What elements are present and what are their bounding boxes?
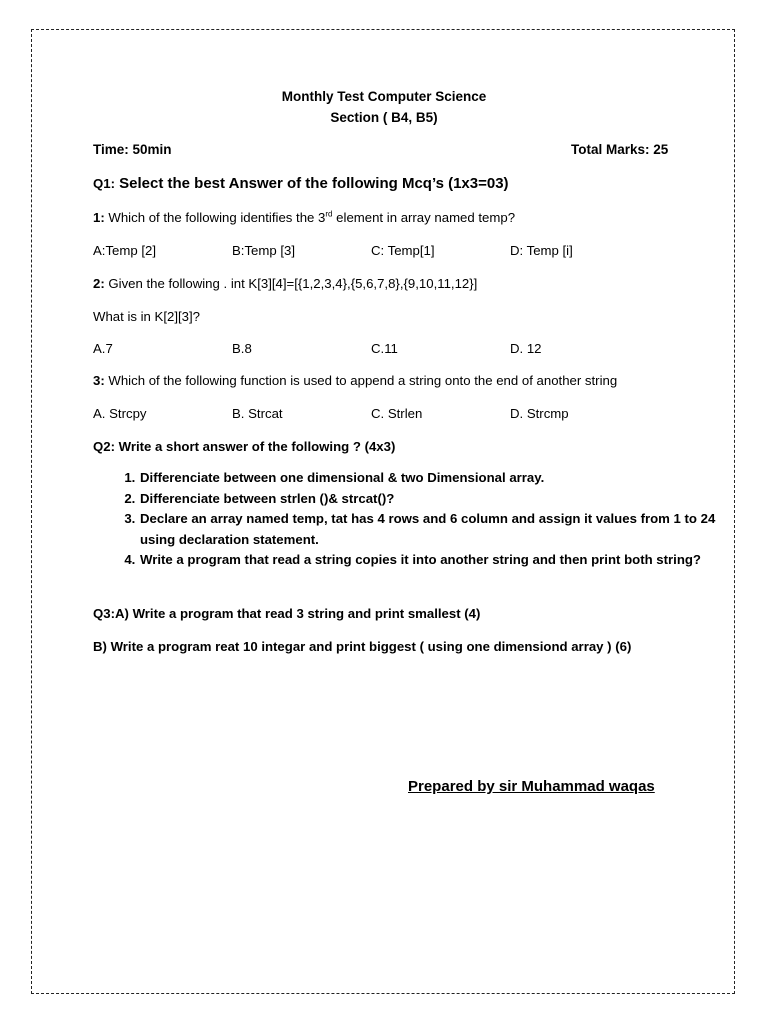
q2-item-2: 2. Differenciate between strlen ()& strcat()? — [139, 489, 719, 510]
q2-list — [94, 468, 719, 571]
q1-option-d: D: Temp [i] — [510, 243, 573, 258]
q2-item-1: 1. Differenciate between one dimensional & two Dimensional array. — [139, 468, 719, 489]
q3-option-a: A. Strcpy — [93, 406, 147, 421]
question-3-number: 3: — [93, 373, 105, 388]
q3-part-b: B) Write a program reat 10 integar and print biggest ( using one dimensiond array ) (6) — [93, 639, 632, 654]
question-2-number: 2: — [93, 276, 105, 291]
q3-option-d: D. Strcmp — [510, 406, 569, 421]
section-label: Section ( B4, B5) — [330, 110, 438, 125]
question-2-subtext: What is in K[2][3]? — [93, 309, 201, 324]
question-3 — [93, 373, 617, 388]
page-title: Monthly Test Computer Science — [281, 89, 487, 104]
q2-item-4: 4. Write a program that read a string copies it into another string and then print both string? — [139, 550, 719, 571]
question-2-text: Given the following . int K[3][4]=[{1,2,3,4},{5,6,7,8},{9,10,11,12}] — [104, 276, 478, 291]
question-1-text-before: Which of the following identifies the 3 — [104, 210, 326, 225]
q2-option-d: D. 12 — [510, 341, 542, 356]
q3-option-b: B. Strcat — [232, 406, 283, 421]
q2-option-b: B.8 — [232, 341, 252, 356]
question-1-text-after: element in array named temp? — [332, 210, 516, 225]
question-3-text: Which of the following function is used to append a string onto the end of another string — [104, 373, 618, 388]
question-1 — [93, 210, 515, 225]
q1-option-c: C: Temp[1] — [371, 243, 435, 258]
q1-label: Q1: — [93, 176, 115, 191]
time-label: Time: 50min — [93, 142, 172, 157]
q3-part-a: Q3:A) Write a program that read 3 string and print smallest (4) — [93, 606, 481, 621]
q1-option-b: B:Temp [3] — [232, 243, 296, 258]
q2-option-a: A.7 — [93, 341, 113, 356]
q1-heading — [93, 175, 509, 192]
q1-heading-text: Select the best Answer of the following Mcq’s (1x3=03) — [114, 175, 509, 192]
question-1-superscript: rd — [325, 209, 333, 219]
question-1-number: 1: — [93, 210, 105, 225]
q2-option-c: C.11 — [371, 341, 398, 356]
question-2 — [93, 276, 477, 291]
q2-item-3: 3. Declare an array named temp, tat has 4 rows and 6 column and assign it values from 1 to 24 using declaration statement. — [139, 509, 719, 550]
q3-option-c: C. Strlen — [371, 406, 423, 421]
q2-heading: Q2: Write a short answer of the following ? (4x3) — [93, 439, 396, 454]
total-marks-label: Total Marks: 25 — [571, 142, 669, 157]
q1-option-a: A:Temp [2] — [93, 243, 157, 258]
prepared-by: Prepared by sir Muhammad waqas — [408, 778, 655, 795]
